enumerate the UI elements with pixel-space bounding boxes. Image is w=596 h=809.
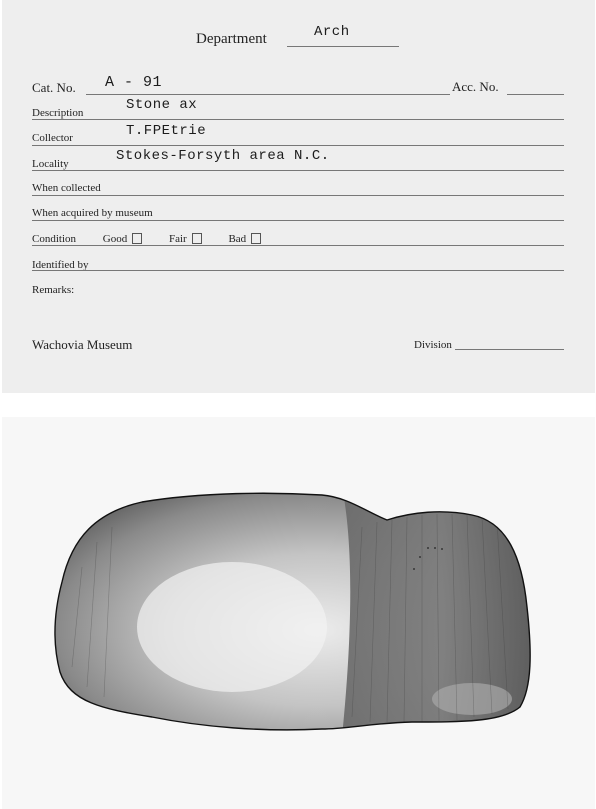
condition-bad-label: Bad <box>228 233 247 245</box>
condition-rule <box>32 245 564 246</box>
when-collected-label: When collected <box>32 182 101 194</box>
condition-good-checkbox[interactable] <box>132 233 142 244</box>
locality-value: Stokes-Forsyth area N.C. <box>116 148 330 164</box>
collector-rule <box>32 145 564 146</box>
collector-value: T.FPEtrie <box>126 123 207 139</box>
condition-fair-checkbox[interactable] <box>192 233 202 244</box>
description-label: Description <box>32 107 84 119</box>
condition-option-fair <box>169 233 202 245</box>
when-acquired-label: When acquired by museum <box>32 207 153 219</box>
catalog-card <box>2 0 595 393</box>
department-rule <box>287 46 399 47</box>
identified-by-rule <box>32 270 564 271</box>
acc-no-rule <box>507 94 564 95</box>
museum-name: Wachovia Museum <box>32 337 133 352</box>
condition-row <box>32 233 261 245</box>
division-rule <box>455 349 564 350</box>
cat-no-value: A - 91 <box>105 74 163 91</box>
when-collected-rule <box>32 195 564 196</box>
condition-option-bad <box>228 233 261 245</box>
condition-good-label: Good <box>102 233 128 245</box>
stone-ax-drawing <box>2 417 595 809</box>
condition-label: Condition <box>32 233 77 245</box>
department-value: Arch <box>314 24 350 40</box>
acc-no-label: Acc. No. <box>452 79 499 94</box>
collector-label: Collector <box>32 132 73 144</box>
division-label: Division <box>414 339 452 351</box>
description-rule <box>32 119 564 120</box>
description-value: Stone ax <box>126 97 198 113</box>
department-label: Department <box>196 31 267 47</box>
locality-rule <box>32 170 564 171</box>
cat-no-rule <box>86 94 450 95</box>
when-acquired-rule <box>32 220 564 221</box>
condition-option-good <box>103 233 142 245</box>
locality-label: Locality <box>32 158 69 170</box>
stone-ax-illustration <box>2 417 595 809</box>
condition-bad-checkbox[interactable] <box>251 233 261 244</box>
remarks-label: Remarks: <box>32 284 75 296</box>
identified-by-label: Identified by <box>32 259 89 271</box>
condition-fair-label: Fair <box>168 233 187 245</box>
cat-no-label: Cat. No. <box>32 80 76 95</box>
